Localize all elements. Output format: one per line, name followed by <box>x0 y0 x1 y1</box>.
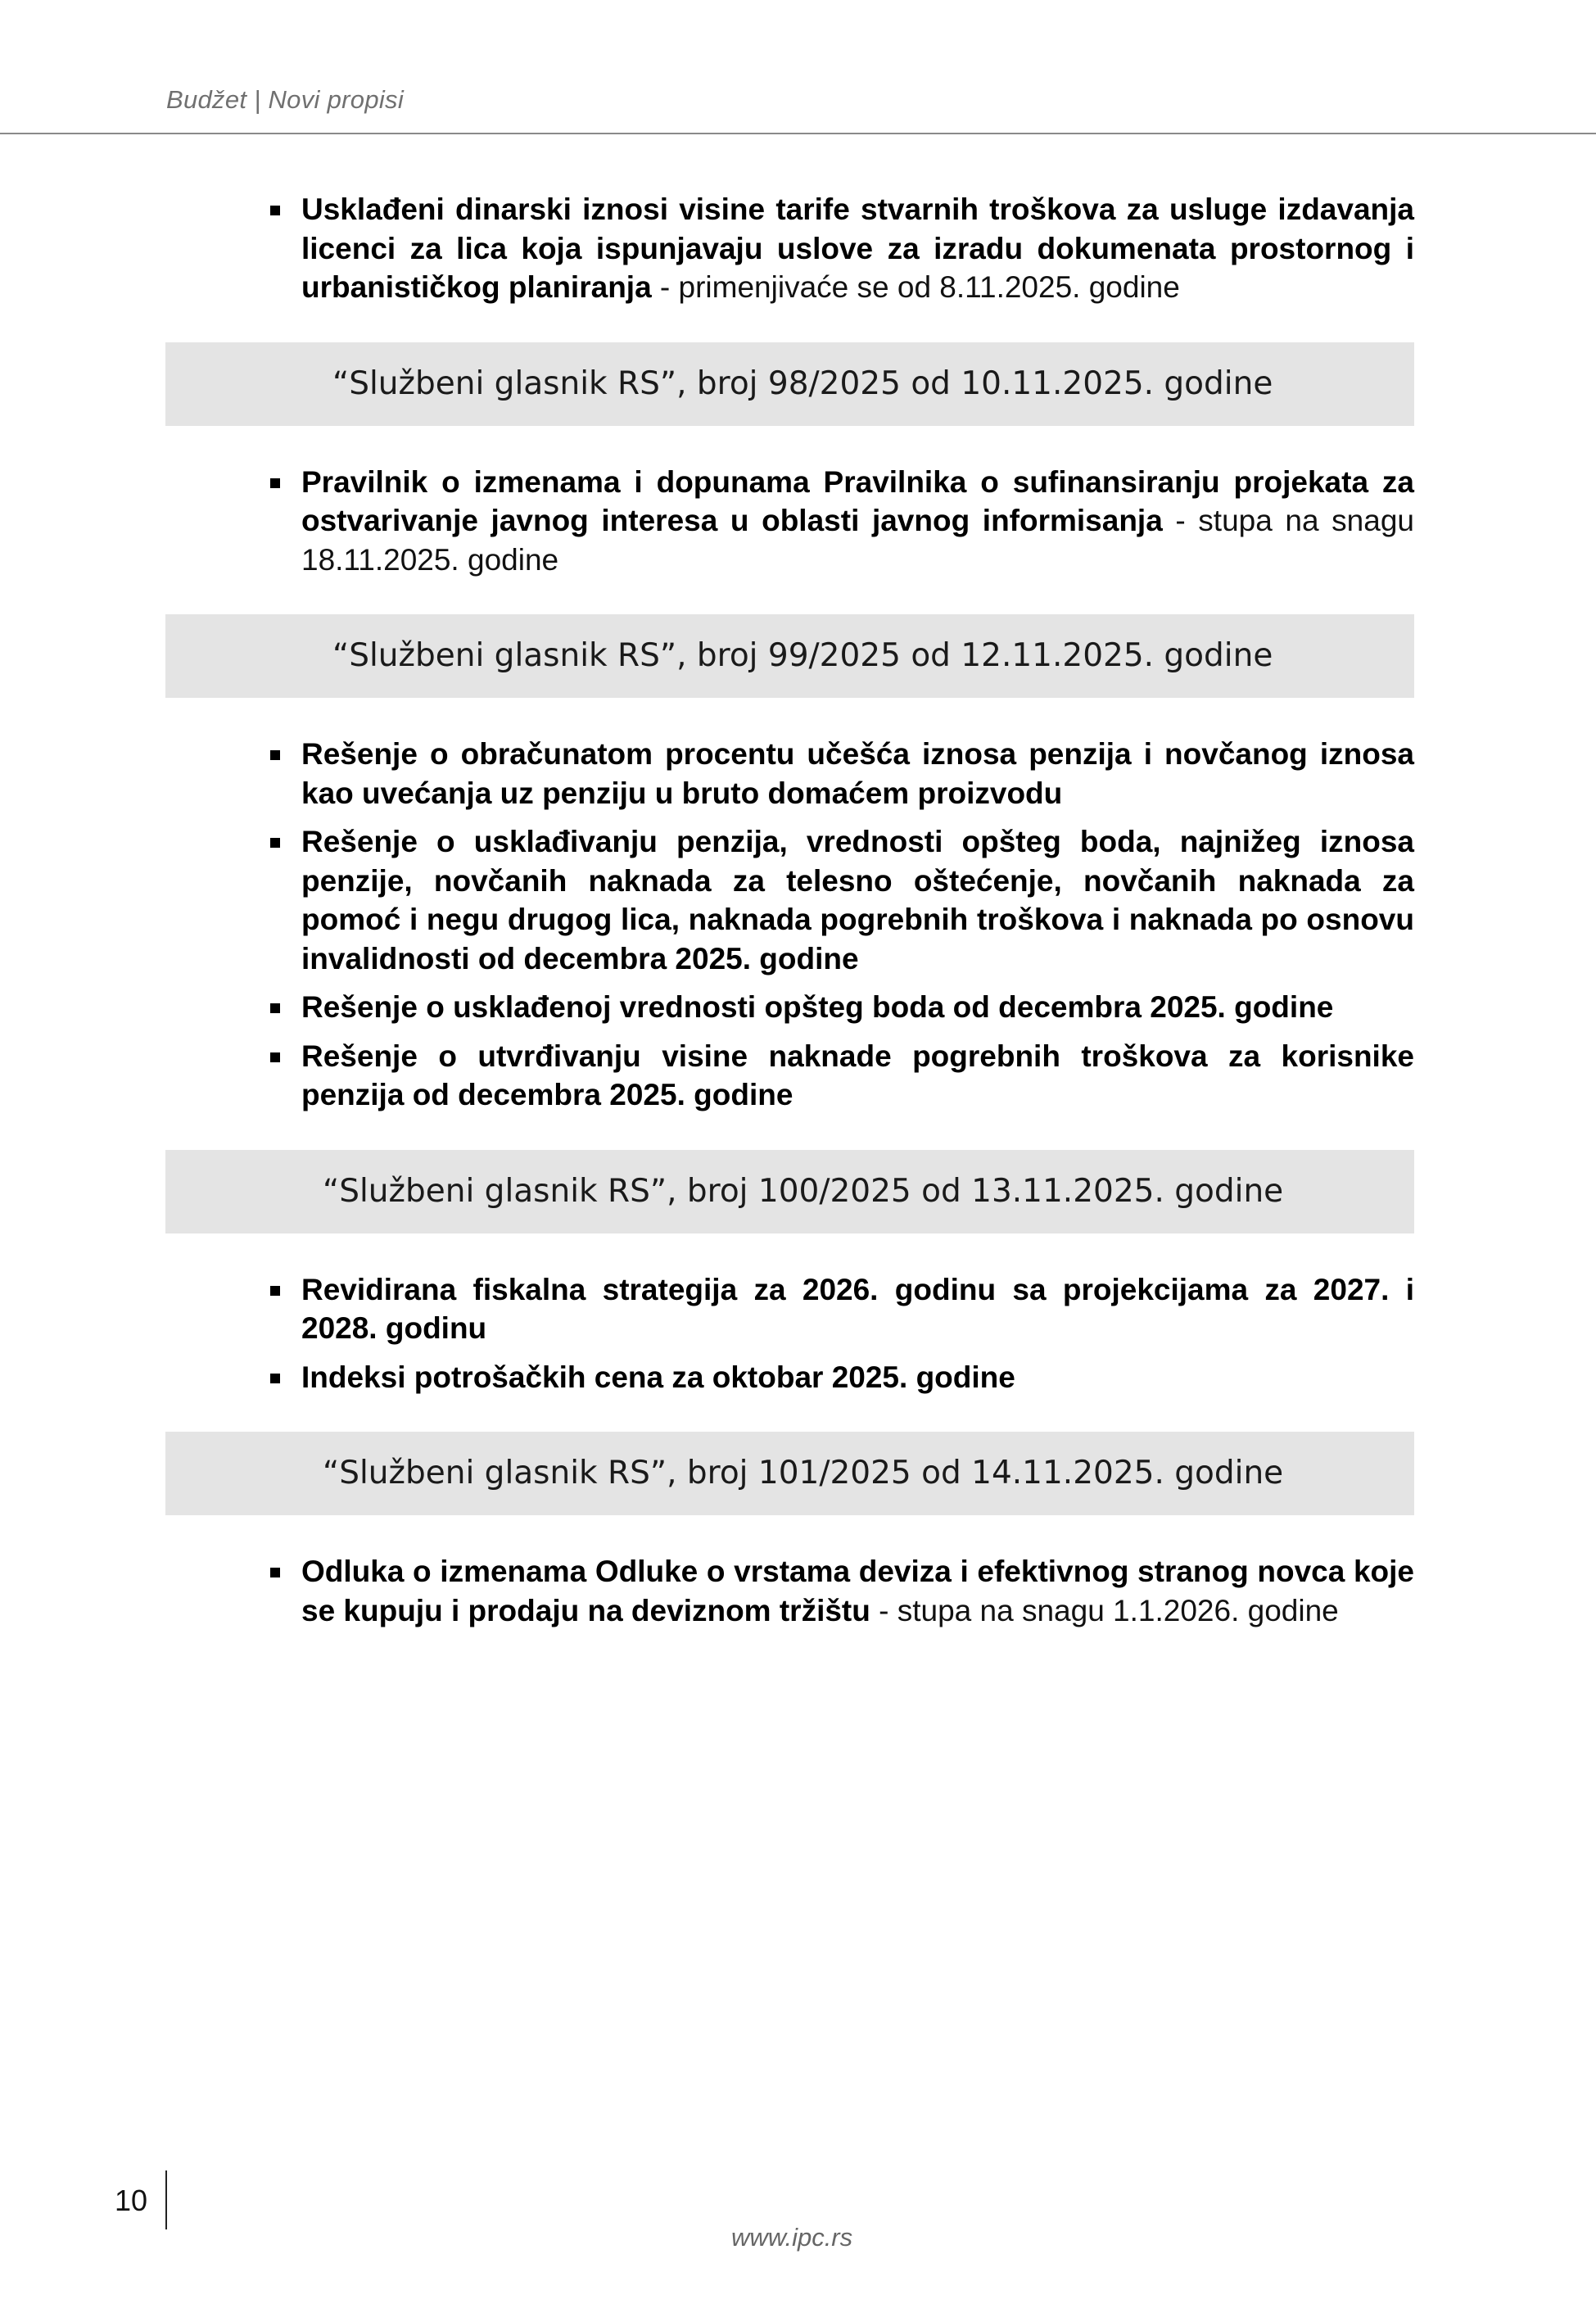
regulation-title: Pravilnik o izmenama i dopunama Pravilnika o sufinansiranju projekata za ostvarivanje javnog interesa u oblasti javnog informisanja <box>301 464 1414 537</box>
regulation-title: Indeksi potrošačkih cena za oktobar 2025. godine <box>301 1360 1015 1394</box>
regulation-title: Rešenje o obračunatom procentu učešća iznosa penzija i novčanog iznosa kao uvećanja uz penziju u bruto domaćem proizvodu <box>301 737 1414 810</box>
regulation-title: Usklađeni dinarski iznosi visine tarife stvarnih troškova za usluge izdavanja licenci za lica koja ispunjavaju uslove za izradu dokumenata prostornog i urbanističkog planiranja <box>301 192 1414 304</box>
regulation-title: Revidirana fiskalna strategija za 2026. godinu sa projekcijama za 2027. i 2028. godinu <box>301 1272 1414 1345</box>
regulation-list <box>165 1270 1414 1397</box>
regulation-note: - stupa na snagu 1.1.2026. godine <box>870 1593 1339 1627</box>
regulation-title: Rešenje o usklađivanju penzija, vrednosti opšteg boda, najnižeg iznosa penzije, novčanih naknada za telesno oštećenje, novčanih naknada za pomoć i negu drugog lica, naknada pogrebnih troškova i naknada po osnovu invalidnosti od decembra 2025. godine <box>301 825 1414 975</box>
list-item <box>165 822 1414 978</box>
list-item <box>165 1358 1414 1397</box>
regulation-list <box>165 190 1414 307</box>
regulation-note: - stupa na snagu 18.11.2025. godine <box>301 504 1414 577</box>
footer-url: www.ipc.rs <box>731 2223 853 2252</box>
list-item <box>165 190 1414 307</box>
footer-divider <box>165 2170 167 2229</box>
list-item <box>165 988 1414 1027</box>
page-number: 10 <box>115 2184 148 2217</box>
regulation-list <box>165 463 1414 580</box>
document-body <box>165 190 1414 1640</box>
gazette-banner: “Službeni glasnik RS”, broj 98/2025 od 10.11.2025. godine <box>165 342 1414 426</box>
regulation-title: Odluka o izmenama Odluke o vrstama deviza i efektivnog stranog novca koje se kupuju i prodaju na deviznom tržištu <box>301 1555 1414 1627</box>
regulation-list <box>165 1552 1414 1630</box>
gazette-banner: “Službeni glasnik RS”, broj 101/2025 od 14.11.2025. godine <box>165 1432 1414 1515</box>
regulation-title: Rešenje o utvrđivanju visine naknade pogrebnih troškova za korisnike penzija od decembra 2025. godine <box>301 1039 1414 1111</box>
regulation-title: Rešenje o usklađenoj vrednosti opšteg boda od decembra 2025. godine <box>301 990 1334 1024</box>
gazette-banner: “Službeni glasnik RS”, broj 100/2025 od 13.11.2025. godine <box>165 1150 1414 1233</box>
regulation-list <box>165 735 1414 1115</box>
gazette-banner: “Službeni glasnik RS”, broj 99/2025 od 12.11.2025. godine <box>165 614 1414 698</box>
header-divider <box>0 133 1596 134</box>
list-item <box>165 463 1414 580</box>
page-header-title: Budžet | Novi propisi <box>166 85 405 114</box>
list-item <box>165 1552 1414 1630</box>
list-item <box>165 735 1414 812</box>
regulation-note: - primenjivaće se od 8.11.2025. godine <box>651 270 1180 304</box>
list-item <box>165 1037 1414 1115</box>
list-item <box>165 1270 1414 1348</box>
